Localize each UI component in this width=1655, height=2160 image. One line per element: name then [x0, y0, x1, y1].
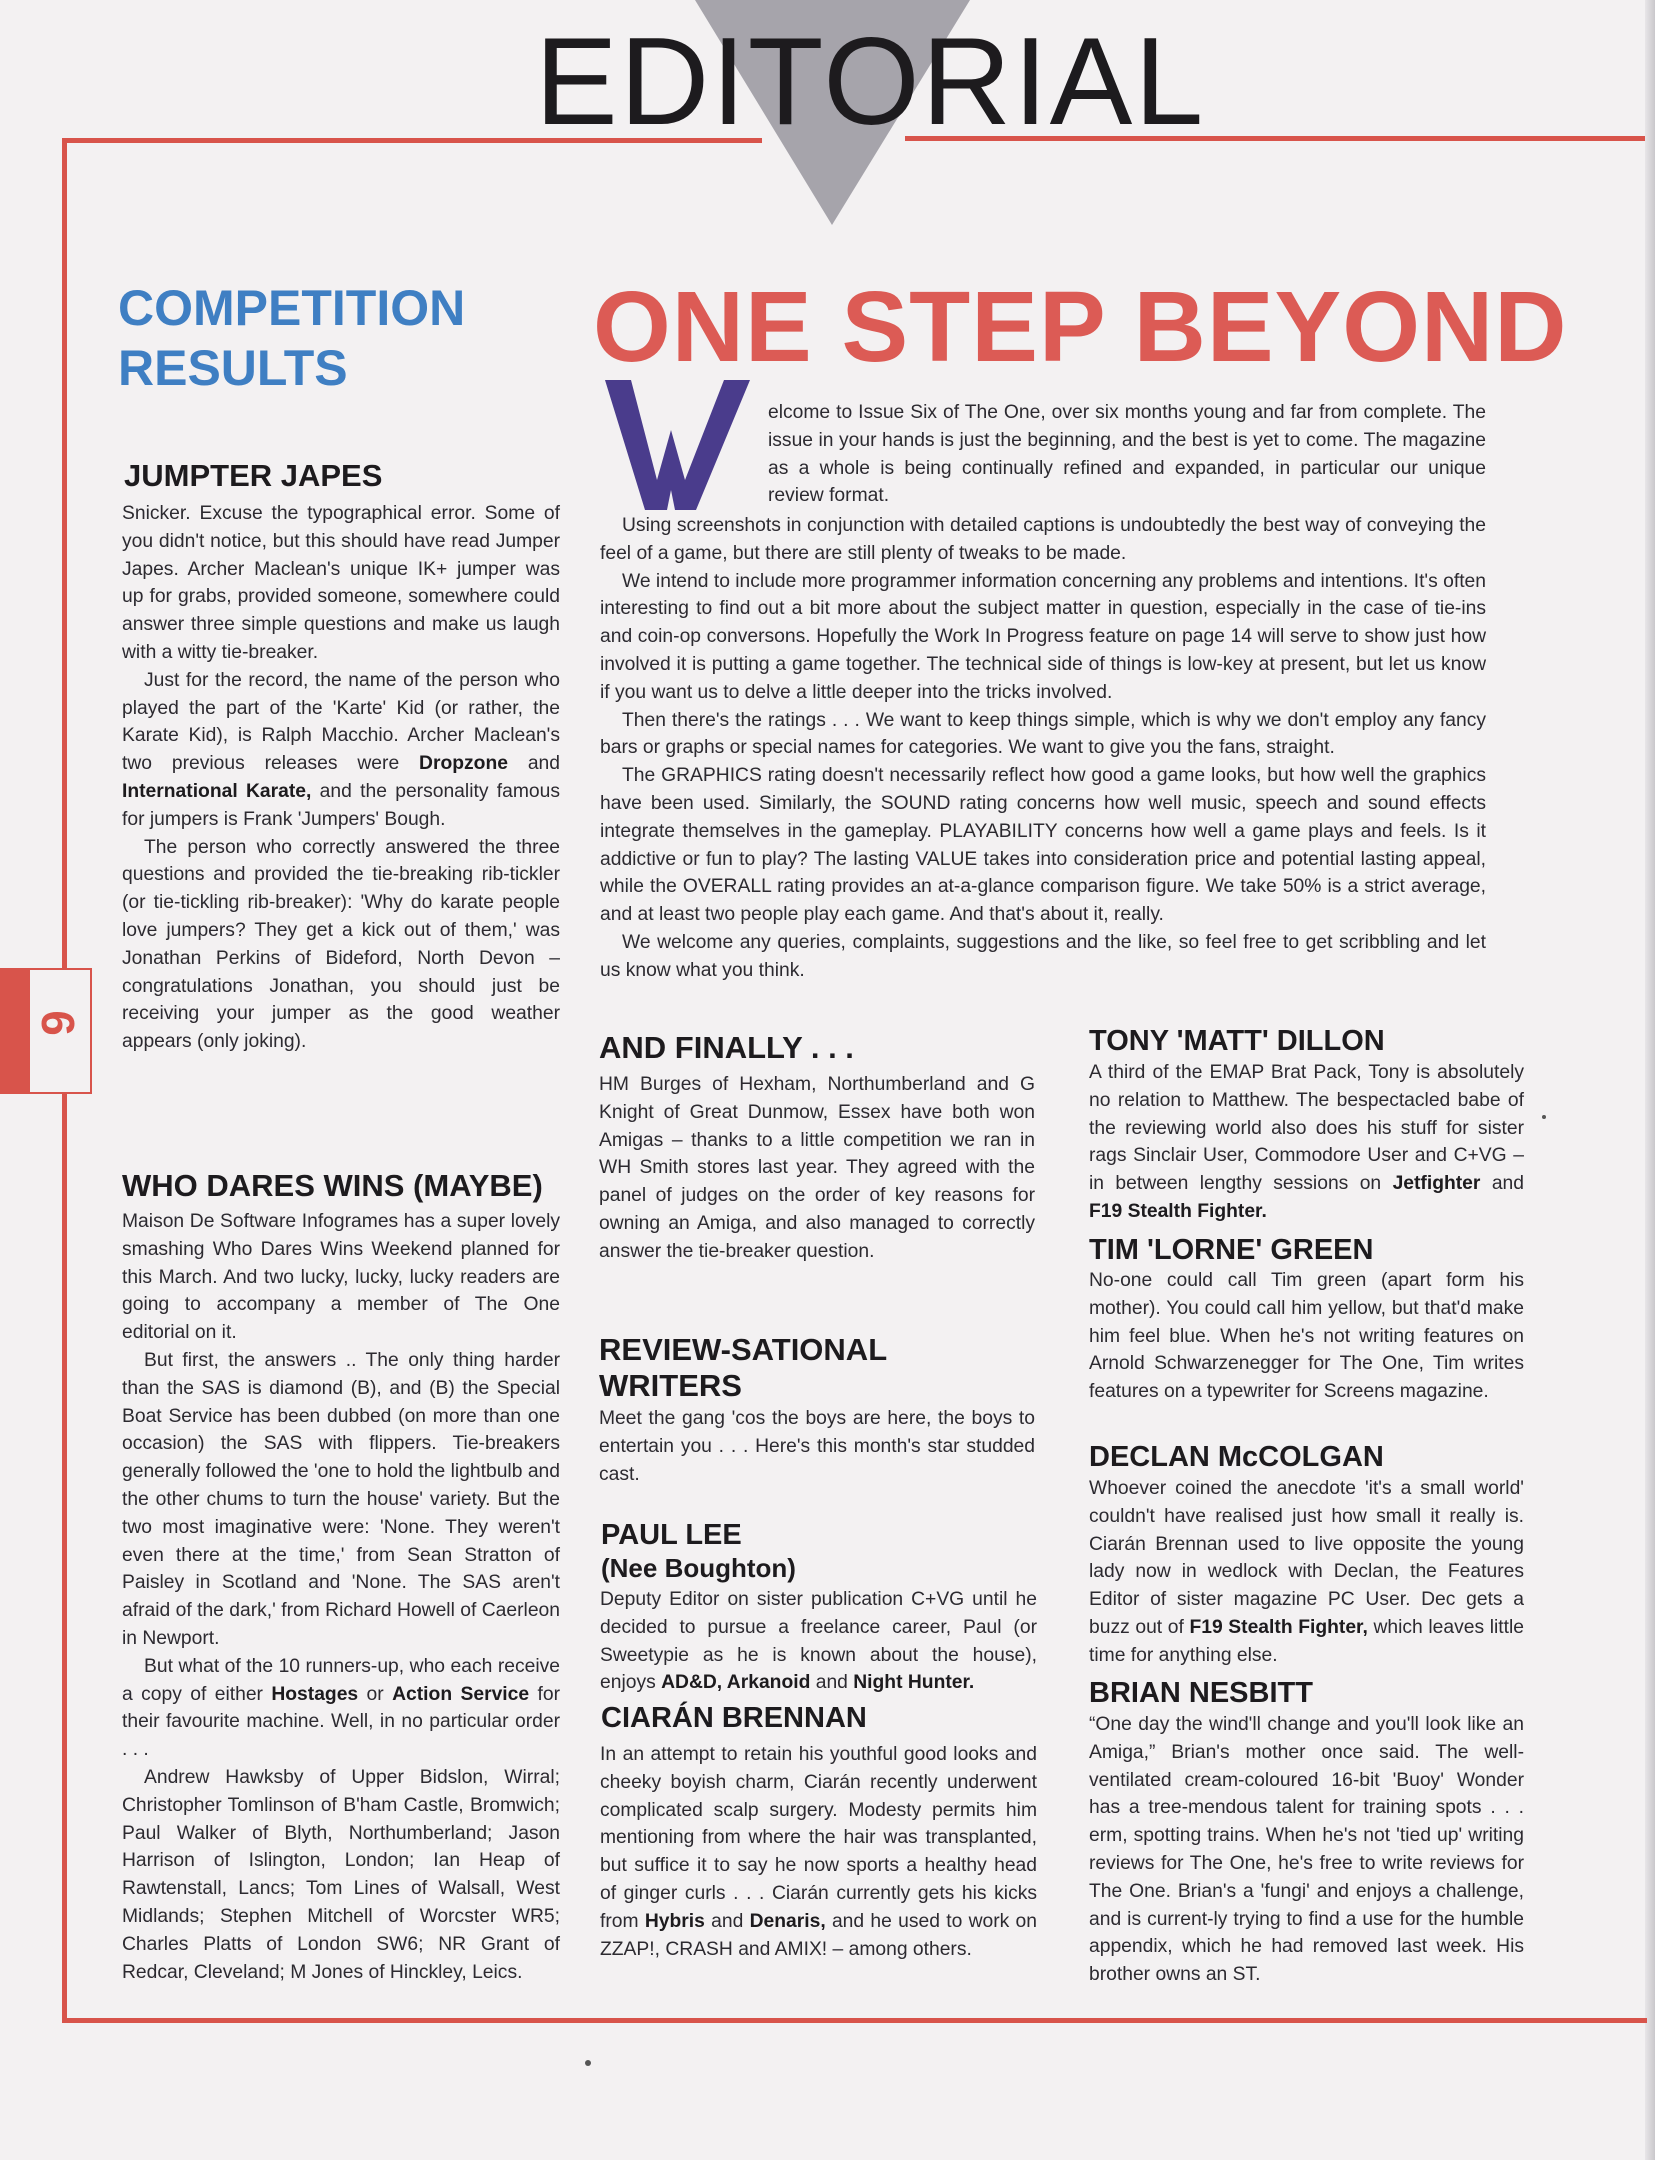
text-run: or — [358, 1683, 393, 1705]
tony-dillon-heading: TONY 'MATT' DILLON — [1089, 1025, 1385, 1057]
section-title-line1: COMPETITION — [118, 280, 466, 336]
game-title-ik: International Karate, — [122, 780, 312, 802]
editorial-intro: elcome to Issue Six of The One, over six months young and far from complete. The issue in your hands is just the beginning, and the best is yet to come. The magazine as a whole is being continually refined and expanded, in particular our unique review format. — [768, 402, 1486, 507]
text-run: Just for the record, the name of the person who played the part of the 'Karte' Kid (or rather, the Karate Kid), is Ralph Macchio. Archer Maclean's two previous releases were — [122, 669, 560, 775]
section-title-line2: RESULTS — [118, 340, 348, 396]
and-finally-heading: AND FINALLY . . . — [599, 1030, 854, 1065]
game-title-f19: F19 Stealth Fighter. — [1089, 1200, 1267, 1222]
writers-heading — [599, 1332, 1039, 1404]
text-run: Whoever coined the anecdote 'it's a small world' couldn't have realised just how small it really is. Ciarán Brennan used to live opposite the young lady now in wedlock with Declan, the Features Editor of sister magazine PC User. Dec gets a buzz out of — [1089, 1478, 1524, 1638]
who-dares-p4: Andrew Hawksby of Upper Bidslon, Wirral; Christopher Tomlinson of B'ham Castle, Bromwich; Paul Walker of Blyth, Northumberland; Jason Harrison of Islington, London; Ian Heap of Rawtenstall, Lancs; Tom Lines of Walsall, West Midlands; Stephen Mitchell of Worcster WR5; Charles Platts of London SW6; NR Grant of Redcar, Cleveland; M Jones of Hinckley, Leics. — [122, 1766, 560, 1983]
writers-heading-line1: REVIEW-SATIONAL — [599, 1332, 888, 1367]
ciaran-brennan-body — [600, 1741, 1037, 1963]
game-title-night-hunter: Night Hunter. — [853, 1672, 975, 1694]
who-dares-p3 — [122, 1653, 560, 1764]
text-run: Deputy Editor on sister publication C+VG until he decided to pursue a freelance career, Paul (or Sweetypie as he is known about the house), enjoys — [600, 1589, 1037, 1694]
jumpter-p2 — [122, 667, 560, 834]
frame-bottom-rule — [62, 2018, 1647, 2023]
who-dares-heading: WHO DARES WINS (MAYBE) — [122, 1168, 543, 1203]
ciaran-brennan-heading: CIARÁN BRENNAN — [601, 1702, 867, 1734]
brian-nesbitt-body: “One day the wind'll change and you'll look like an Amiga,” Brian's mother once said. The well-ventilated cream-coloured 16-bit 'Buoy' Wonder has a tree-mendous talent for training spots . . . erm, spotting trains. When he's not 'tied up' writing reviews for The One, he's free to write reviews for The One. Brian's a 'fungi' and enjoys a challenge, and is current-ly trying to find a use for the humble appendix, which he had removed last week. His brother owns an ST. — [1089, 1714, 1524, 1986]
text-run: A third of the EMAP Brat Pack, Tony is absolutely no relation to Matthew. The bespectacled babe of the reviewing world also does his stuff for sister rags Sinclair User, Commodore User and C+VG – in between lengthy sessions on — [1089, 1062, 1524, 1195]
text-run: In an attempt to retain his youthful good looks and cheeky boyish charm, Ciarán recently underwent complicated scalp surgery. Modesty permits him mentioning from where the hair was transplanted, but suffice it to say he now sports a healthy head of ginger curls . . . Ciarán currently gets his kicks from — [600, 1744, 1037, 1932]
game-title-action-service: Action Service — [392, 1683, 530, 1705]
jumpter-p3: The person who correctly answered the three questions and provided the tie-breaking rib-tickler (or tie-tickling rib-breaker): 'Why do karate people love jumpers? They get a kick out of them,' was Jonathan Perkins of Bideford, North Devon – congratulations Jonathan, you should just be receiving your jumper as the good weather appears (only joking). — [122, 836, 560, 1053]
paul-lee-subheading: (Nee Boughton) — [601, 1553, 796, 1583]
editorial-headline: ONE STEP BEYOND — [593, 271, 1568, 383]
dropcap-w-icon — [605, 380, 750, 510]
page-number: 6 — [31, 1010, 84, 1036]
declan-mccolgan-heading: DECLAN McCOLGAN — [1089, 1441, 1384, 1473]
game-title-jetfighter: Jetfighter — [1392, 1173, 1481, 1195]
paul-lee-heading: PAUL LEE — [601, 1519, 742, 1551]
tim-green-body: No-one could call Tim green (apart form his mother). You could call him yellow, but that'd make him feel blue. When he's not writing features on Arnold Schwarzenegger for The One, Tim writes features on a typewriter for Screens magazine. — [1089, 1270, 1524, 1403]
who-dares-body — [122, 1208, 560, 1986]
paul-lee-body — [600, 1586, 1037, 1697]
declan-mccolgan-body — [1089, 1475, 1524, 1670]
print-speck — [585, 2060, 591, 2066]
text-run: for their favourite machine. Well, in no particular order . . . — [122, 1683, 561, 1761]
page-edge-shadow — [1645, 0, 1655, 2160]
text-run: and he used to work on ZZAP!, CRASH and AMIX! – among others. — [600, 1910, 1038, 1960]
game-title-f19: F19 Stealth Fighter, — [1189, 1616, 1368, 1638]
text-run: and the personality famous for jumpers is Frank 'Jumpers' Bough. — [122, 780, 560, 830]
writers-heading-line2: WRITERS — [599, 1368, 742, 1403]
jumpter-p1: Snicker. Excuse the typographical error. Some of you didn't notice, but this should have read Jumper Japes. Archer Maclean's unique IK+ jumper was up for grabs, provided someone, somewhere could answer three simple questions and make us laugh with a witty tie-breaker. — [122, 503, 560, 663]
editorial-body — [600, 512, 1486, 985]
editorial-p3: We intend to include more programmer information concerning any problems and intentions. It's often interesting to find out a bit more about the subject matter in question, especially in the case of tie-ins and coin-op conversons. Hopefully the Work In Progress feature on page 14 will serve to show just how involved it is putting a game together. The technical side of things is low-key at present, but let us know if you want us to delve a little deeper into the tricks involved. — [600, 570, 1486, 703]
text-run: and — [810, 1672, 854, 1694]
editorial-p4: Then there's the ratings . . . We want to keep things simple, which is why we don't employ any fancy bars or graphs or special names for categories. We want to give you the fans, straight. — [600, 709, 1486, 759]
and-finally-body: HM Burges of Hexham, Northumberland and G Knight of Great Dunmow, Essex have both won Amigas – thanks to a little competition we ran in WH Smith stores last year. They agreed with the panel of judges on the order of key reasons for owning an Amiga, and also managed to correctly answer the tie-breaker question. — [599, 1074, 1035, 1262]
text-run: But what of the 10 runners-up, who each receive a copy of either — [122, 1655, 560, 1705]
who-dares-p2: But first, the answers .. The only thing harder than the SAS is diamond (B), and (B) the Special Boat Service has been dubbed (on more than one occasion) the SAS with flippers. Tie-breakers generally followed the 'one to hold the lightbulb and the other chums to turn the house' variety. But the two most imaginative were: 'None. They weren't even there at the time,' from Sean Stratton of Paisley in Scotland and 'None. The SAS aren't afraid of the dark,' from Richard Howell of Caerleon in Newport. — [122, 1349, 560, 1649]
game-title-hybris: Hybris — [644, 1910, 705, 1932]
editorial-p2: Using screenshots in conjunction with detailed captions is undoubtedly the best way of conveying the feel of a game, but there are still plenty of tweaks to be made. — [600, 515, 1486, 564]
jumpter-japes-heading: JUMPTER JAPES — [124, 458, 383, 493]
game-title-dropzone: Dropzone — [419, 753, 508, 775]
editorial-p5: The GRAPHICS rating doesn't necessarily reflect how good a game looks, but how well the graphics have been used. Similarly, the SOUND rating concerns how well music, speech and sound effects integrate themselves in the gameplay. PLAYABILITY concerns how well a game plays and feels. Is it addictive or fun to play? The lasting VALUE takes into consideration price and potential lasting appeal, while the OVERALL rating provides an at-a-glance comparison figure. We take 50% is a strict average, and at least two people play each game. And that's about it, really. — [600, 765, 1486, 926]
tony-dillon-body — [1089, 1059, 1524, 1226]
jumpter-japes-body — [122, 500, 560, 1056]
competition-results-title — [118, 278, 538, 398]
tim-green-heading: TIM 'LORNE' GREEN — [1089, 1234, 1374, 1266]
editorial-p6: We welcome any queries, complaints, suggestions and the like, so feel free to get scribbling and let us know what you think. — [600, 931, 1486, 981]
masthead-title: EDITORIAL — [535, 13, 1206, 151]
game-title-denaris: Denaris, — [749, 1910, 826, 1932]
writers-intro: Meet the gang 'cos the boys are here, the boys to entertain you . . . Here's this month's star studded cast. — [599, 1408, 1035, 1485]
print-speck — [1542, 1115, 1546, 1119]
page-tab-stripe — [0, 970, 30, 1092]
text-run: which leaves little time for anything else. — [1089, 1616, 1525, 1666]
text-run: and — [704, 1910, 750, 1932]
game-title-add-arkanoid: AD&D, Arkanoid — [661, 1672, 811, 1694]
text-run: and — [1480, 1173, 1524, 1195]
brian-nesbitt-heading: BRIAN NESBITT — [1089, 1677, 1313, 1709]
text-run: and — [507, 753, 560, 775]
game-title-hostages: Hostages — [271, 1683, 359, 1705]
who-dares-p1: Maison De Software Infogrames has a super lovely smashing Who Dares Wins Weekend planned for this March. And two lucky, lucky, lucky readers are going to accompany a member of The One editorial on it. — [122, 1211, 560, 1344]
